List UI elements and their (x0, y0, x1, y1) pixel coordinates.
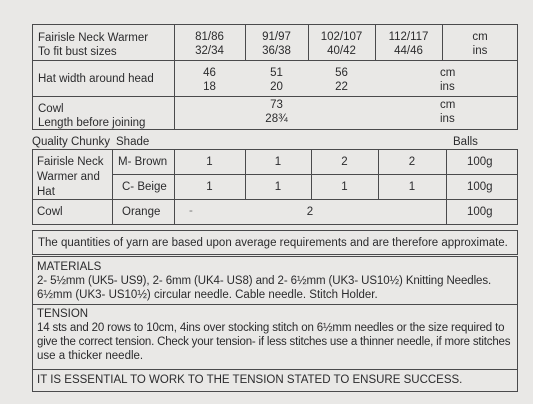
hat-ins: 22 (335, 81, 348, 93)
hat-cm: 46 (203, 67, 216, 79)
cowl-yarn-label: Cowl (37, 206, 63, 218)
balls-label: Balls (453, 136, 478, 148)
unit-cm: cm (440, 99, 456, 111)
size-cm: 91/97 (262, 31, 291, 43)
cowl-ins: 28¾ (265, 113, 288, 125)
size-ins: 44/46 (394, 45, 423, 57)
shade-orange: Orange (122, 206, 161, 218)
unit-cm: cm (472, 31, 488, 43)
hat-width-label: Hat width around head (38, 73, 154, 85)
size-cm: 112/117 (388, 31, 429, 43)
ball-weight: 100g (467, 181, 493, 193)
materials-line: 2- 5½mm (UK5- US9), 2- 6mm (UK4- US8) and 2- 6½mm (UK3- US10½) Knitting Needles. (37, 275, 492, 287)
unit-ins: ins (440, 81, 455, 93)
yarn-table-divider (446, 149, 447, 225)
cowl-length-label: Length before joining (38, 117, 146, 129)
materials-heading: MATERIALS (37, 261, 102, 273)
tension-line: 14 sts and 20 rows to 10cm, 4ins over stocking stitch on 6½mm needles or the size required to (37, 322, 505, 334)
tension-heading: TENSION (37, 308, 89, 320)
yarn-table-divider (112, 174, 518, 175)
shade-label: Shade (116, 136, 150, 148)
hat-ins: 20 (270, 81, 283, 93)
hat-cm: 56 (335, 67, 348, 79)
ball-count: 1 (274, 181, 282, 193)
cowl-cm: 73 (270, 99, 283, 111)
tension-warning: IT IS ESSENTIAL TO WORK TO THE TENSION STATED TO ENSURE SUCCESS. (37, 374, 463, 386)
ball-weight: 100g (467, 206, 493, 218)
tension-line: use a thicker needle. (37, 350, 144, 362)
ball-count: 1 (341, 181, 348, 193)
quality-label: Quality Chunky (32, 136, 110, 148)
instructions-divider (32, 304, 518, 305)
size-ins: 32/34 (195, 45, 224, 57)
size-ins: 36/38 (262, 45, 291, 57)
cowl-label: Cowl (38, 103, 64, 115)
ball-count: 1 (274, 156, 282, 168)
ball-weight: 100g (467, 156, 493, 168)
yarn-note: The quantities of yarn are based upon average requirements and are therefore approximate. (38, 237, 508, 249)
tension-line: give the correct tension. Check your tension- if less stitches use a thinner needle, if more stitches (37, 336, 511, 348)
unit-ins: ins (472, 45, 488, 57)
ball-dash: - (189, 205, 193, 217)
unit-cm: cm (440, 67, 456, 79)
size-cm: 81/86 (195, 31, 224, 43)
shade-beige: C- Beige (122, 181, 167, 193)
ball-count: 2 (341, 156, 348, 168)
size-ins: 40/42 (327, 45, 356, 57)
ball-count: 1 (206, 181, 213, 193)
size-cm: 102/107 (320, 31, 363, 43)
unit-ins: ins (440, 113, 455, 125)
size-table-divider (32, 96, 518, 97)
hat-cm: 51 (270, 67, 283, 79)
neckwarmer-hat-label: Fairisle Neck (37, 156, 104, 168)
neckwarmer-hat-label: Hat (37, 186, 55, 198)
hat-ins: 18 (203, 81, 216, 93)
ball-count: 2 (408, 156, 416, 168)
bust-size-label: To fit bust sizes (38, 46, 117, 58)
ball-count: 2 (306, 206, 314, 218)
yarn-table-divider (112, 149, 113, 225)
neckwarmer-hat-label: Warmer and (37, 171, 100, 183)
shade-brown: M- Brown (118, 156, 168, 168)
garment-title: Fairisle Neck Warmer (38, 32, 149, 44)
materials-line: 6½mm (UK3- US10½) circular needle. Cable needle. Stitch Holder. (37, 289, 378, 301)
size-table-divider (32, 60, 518, 61)
instructions-divider (32, 369, 518, 370)
ball-count: 1 (408, 181, 416, 193)
ball-count: 1 (206, 156, 213, 168)
